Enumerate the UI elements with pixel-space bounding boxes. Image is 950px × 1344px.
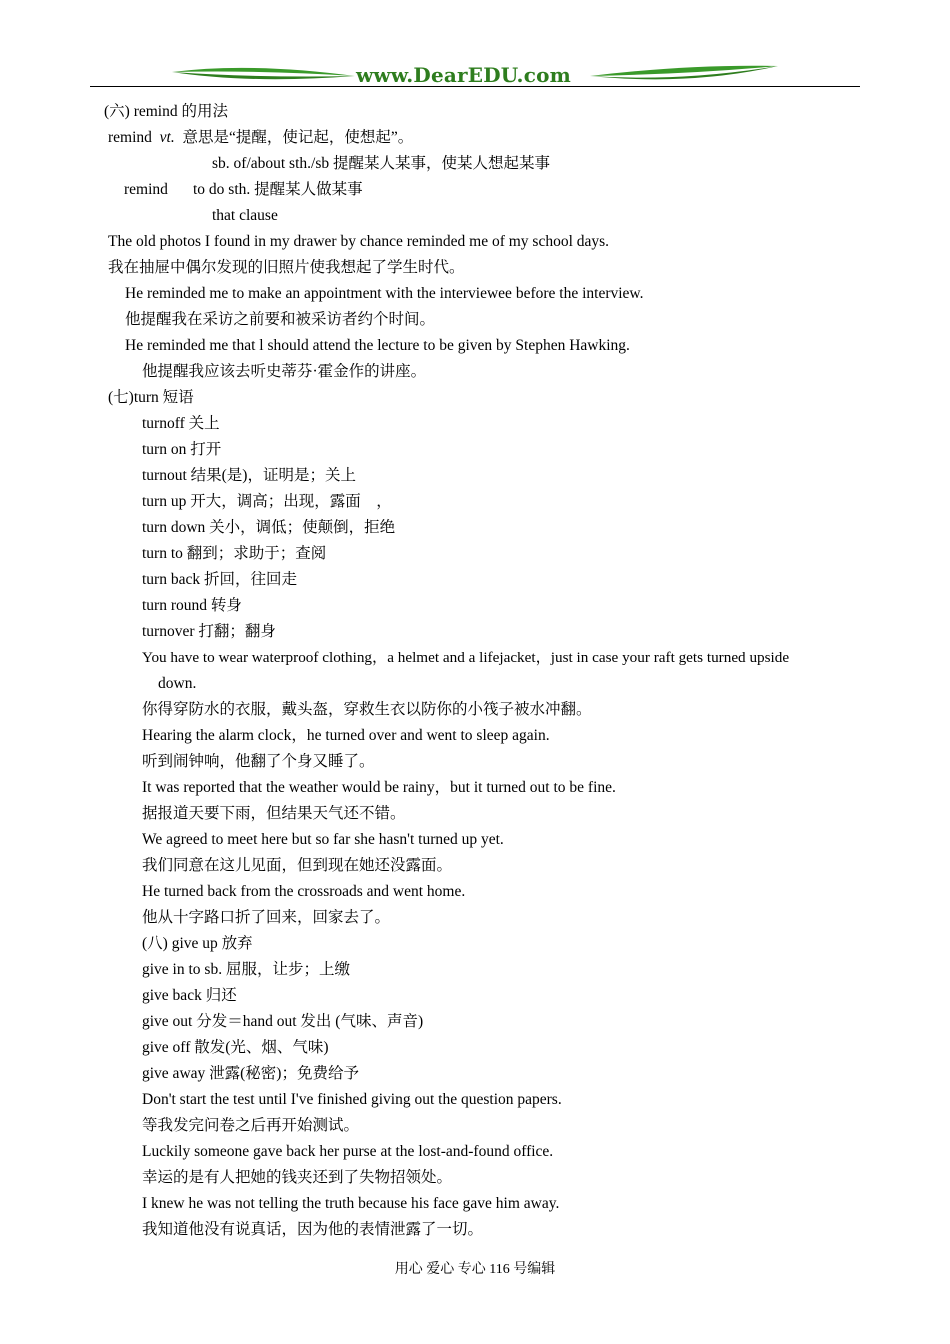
example-en: He reminded me that l should attend the lecture to be given by Stephen Hawking. (125, 337, 630, 354)
example-en: Don't start the test until I've finished giving out the question papers. (142, 1091, 562, 1108)
phrase-item: turnoff 关上 (142, 415, 220, 432)
site-logo-text: www.DearEDU.com (356, 63, 572, 87)
example-en: We agreed to meet here but so far she hasn't turned up yet. (142, 831, 504, 848)
section-heading-give: (八) give up 放弃 (142, 935, 253, 952)
remind-meaning: 意思是“提醒，使记起，使想起”。 (182, 129, 414, 146)
example-zh: 我在抽屉中偶尔发现的旧照片使我想起了学生时代。 (108, 259, 465, 276)
phrase-item: give in to sb. 屈服，让步；上缴 (142, 961, 350, 978)
phrase-item: give away 泄露(秘密)；免费给予 (142, 1065, 359, 1082)
pattern-to-do: to do sth. 提醒某人做某事 (193, 181, 363, 198)
example-zh: 我知道他没有说真话，因为他的表情泄露了一切。 (142, 1221, 484, 1238)
remind-definition (108, 128, 413, 148)
section-heading-turn: (七)turn 短语 (108, 389, 194, 406)
section-heading-remind: (六) remind 的用法 (104, 103, 228, 120)
phrase-item: turn up 开大，调高；出现，露面 ， (142, 493, 392, 510)
example-zh: 你得穿防水的衣服，戴头盔，穿救生衣以防你的小筏子被水冲翻。 (142, 701, 592, 718)
header-rule (90, 86, 860, 87)
phrase-item: turn round 转身 (142, 597, 242, 614)
pattern-that-clause: that clause (212, 207, 278, 224)
phrase-item: turn to 翻到；求助于；查阅 (142, 545, 327, 562)
example-en: It was reported that the weather would be rainy，but it turned out to be fine. (142, 779, 616, 796)
example-zh: 他提醒我在采访之前要和被采访者约个时间。 (125, 311, 436, 328)
vt-label: vt. (159, 129, 175, 146)
example-en: Hearing the alarm clock，he turned over and went to sleep again. (142, 727, 550, 744)
example-zh: 他从十字路口折了回来，回家去了。 (142, 909, 391, 926)
remind-word: remind (108, 129, 152, 146)
example-zh: 等我发完问卷之后再开始测试。 (142, 1117, 360, 1134)
phrase-item: give back 归还 (142, 987, 237, 1004)
example-en: He turned back from the crossroads and went home. (142, 883, 466, 900)
example-en: The old photos I found in my drawer by chance reminded me of my school days. (108, 233, 610, 250)
example-en: You have to wear waterproof clothing，a helmet and a lifejacket，just in case your raft gets turned upside (142, 649, 790, 666)
example-en: Luckily someone gave back her purse at the lost-and-found office. (142, 1143, 554, 1160)
phrase-item: give out 分发＝hand out 发出 (气味、声音) (142, 1013, 424, 1030)
phrase-item: turn back 折回，往回走 (142, 571, 297, 588)
phrase-item: give off 散发(光、烟、气味) (142, 1039, 329, 1056)
pattern-remind-word: remind (124, 181, 168, 198)
pattern-of-about: sb. of/about sth./sb 提醒某人某事，使某人想起某事 (212, 155, 550, 172)
example-zh: 幸运的是有人把她的钱夹还到了失物招领处。 (142, 1169, 453, 1186)
phrase-item: turn down 关小，调低；使颠倒，拒绝 (142, 519, 396, 536)
phrase-item: turn on 打开 (142, 441, 222, 458)
example-en: I knew he was not telling the truth because his face gave him away. (142, 1195, 560, 1212)
example-en-continued: down. (158, 675, 197, 692)
example-zh: 据报道天要下雨，但结果天气还不错。 (142, 805, 406, 822)
example-en: He reminded me to make an appointment with the interviewee before the interview. (125, 285, 644, 302)
phrase-item: turnover 打翻；翻身 (142, 623, 276, 640)
phrase-item: turnout 结果(是)，证明是；关上 (142, 467, 356, 484)
page-footer: 用心 爱心 专心 116 号编辑 (394, 1262, 556, 1277)
example-zh: 他提醒我应该去听史蒂芬·霍金作的讲座。 (142, 363, 427, 380)
example-zh: 听到闹钟响，他翻了个身又睡了。 (142, 753, 375, 770)
example-zh: 我们同意在这儿见面，但到现在她还没露面。 (142, 857, 453, 874)
